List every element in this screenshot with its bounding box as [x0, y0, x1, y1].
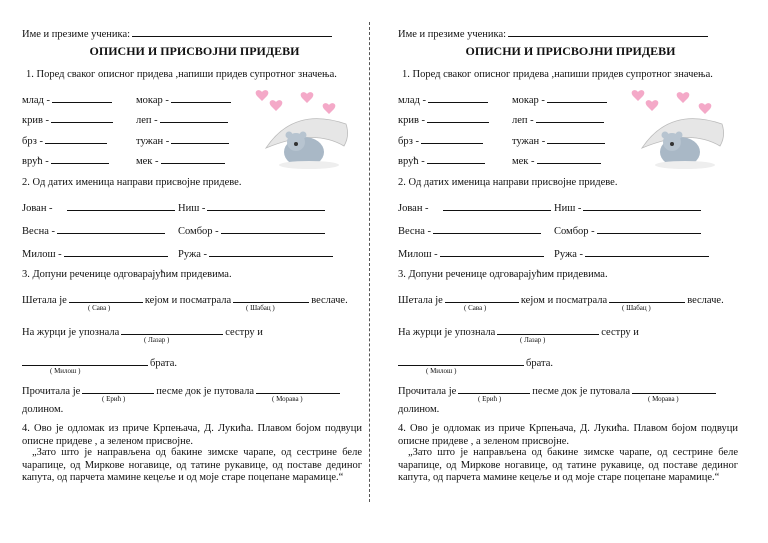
hint: ( Милош ) — [50, 367, 81, 375]
task2-word: Јован - — [22, 200, 177, 214]
task1-word: тужан - — [136, 133, 231, 147]
task1-word: мокар - — [512, 92, 609, 106]
task1-word: брз - — [398, 133, 485, 147]
task2-word: Весна - — [398, 223, 543, 237]
sentence-2: На журци је упознала сестру и — [398, 324, 639, 339]
task3-instruction: 3. Допуни реченице одговарајућим придевима. — [398, 269, 608, 280]
sentence-4: Прочитала је песме док је путовала — [398, 383, 718, 398]
name-blank — [132, 26, 332, 37]
task1-word: крив - — [22, 112, 115, 126]
task2-word: Ружа - — [554, 246, 711, 260]
worksheet-title: ОПИСНИ И ПРИСВОЈНИ ПРИДЕВИ — [465, 44, 676, 58]
task2-word: Ружа - — [178, 246, 335, 260]
task1-word: врућ - — [398, 153, 487, 167]
name-line — [398, 26, 710, 41]
task2-instruction: 2. Од датих именица направи присвојне придеве. — [398, 177, 618, 188]
task1-word: млад - — [22, 92, 114, 106]
task1-instruction: 1. Поред сваког описног придева ,напиши придев супротног значења. — [402, 69, 713, 80]
teddy-bear-umbrella-hearts-icon — [630, 88, 742, 170]
name-label: Име и презиме ученика: — [22, 29, 131, 40]
task4-instruction: 4. Ово је одломак из приче Крпењача, Д. Лукића. Плавом бојом подвуци описне придеве , а зеленом присвојне. — [22, 423, 362, 447]
task1-word: леп - — [136, 112, 230, 126]
worksheet-right — [398, 0, 743, 543]
task1-instruction: 1. Поред сваког описног придева ,напиши придев супротног значења. — [26, 69, 337, 80]
task1-word: мек - — [136, 153, 227, 167]
task1-word: тужан - — [512, 133, 607, 147]
sentence-1: Шетала је кејом и посматрала веслаче. — [398, 292, 724, 307]
sentence-4-end: долином. — [22, 404, 64, 415]
task2-word: Милош - — [398, 246, 546, 260]
task4-excerpt: „Зато што је направљена од бакине зимске чарапе, од сестрине беле чарапице, од Миркове ногавице, од татине рукавице, од поставе дединог капута, од парчета мамине кецеље и од моје старе поцепане марамице.“ — [22, 447, 362, 483]
task1-word: брз - — [22, 133, 109, 147]
task2-word: Сомбор - — [178, 223, 327, 237]
hint: ( Морава ) — [648, 395, 679, 403]
task4-excerpt: „Зато што је направљена од бакине зимске чарапе, од сестрине беле чарапице, од Миркове ногавице, од татине рукавице, од поставе дединог капута, од парчета мамине кецеље и од моје старе поцепане марамице.“ — [398, 447, 738, 483]
sentence-1: Шетала је кејом и посматрала веслаче. — [22, 292, 348, 307]
task1-word: врућ - — [22, 153, 111, 167]
task4-instruction: 4. Ово је одломак из приче Крпењача, Д. Лукића. Плавом бојом подвуци описне придеве , а зеленом присвојне. — [398, 423, 738, 447]
hint: ( Морава ) — [272, 395, 303, 403]
task1-word: крив - — [398, 112, 491, 126]
task1-word: леп - — [512, 112, 606, 126]
task2-word: Весна - — [22, 223, 167, 237]
task3-instruction: 3. Допуни реченице одговарајућим придевима. — [22, 269, 232, 280]
hint: ( Шабац ) — [622, 304, 651, 312]
sentence-4: Прочитала је песме док је путовала — [22, 383, 342, 398]
task1-word: мокар - — [136, 92, 233, 106]
cut-line-divider — [369, 22, 370, 502]
sentence-3: брата. — [22, 355, 177, 370]
sentence-3: брата. — [398, 355, 553, 370]
hint: ( Сава ) — [464, 304, 487, 312]
teddy-bear-umbrella-hearts-icon — [254, 88, 366, 170]
hint: ( Лазар ) — [520, 336, 546, 344]
hint: ( Шабац ) — [246, 304, 275, 312]
task1-word: млад - — [398, 92, 490, 106]
task2-instruction: 2. Од датих именица направи присвојне придеве. — [22, 177, 242, 188]
name-line — [22, 26, 334, 41]
hint: ( Ерић ) — [478, 395, 502, 403]
hint: ( Ерић ) — [102, 395, 126, 403]
sentence-4-end: долином. — [398, 404, 440, 415]
task2-word: Сомбор - — [554, 223, 703, 237]
worksheet-title: ОПИСНИ И ПРИСВОЈНИ ПРИДЕВИ — [89, 44, 300, 58]
hint: ( Сава ) — [88, 304, 111, 312]
sentence-2: На журци је упознала сестру и — [22, 324, 263, 339]
name-blank — [508, 26, 708, 37]
task2-word: Ниш - — [178, 200, 327, 214]
name-label: Име и презиме ученика: — [398, 29, 507, 40]
task2-word: Ниш - — [554, 200, 703, 214]
task2-word: Милош - — [22, 246, 170, 260]
worksheet-left — [22, 0, 367, 543]
task2-word: Јован - — [398, 200, 553, 214]
task1-word: мек - — [512, 153, 603, 167]
hint: ( Лазар ) — [144, 336, 170, 344]
hint: ( Милош ) — [426, 367, 457, 375]
